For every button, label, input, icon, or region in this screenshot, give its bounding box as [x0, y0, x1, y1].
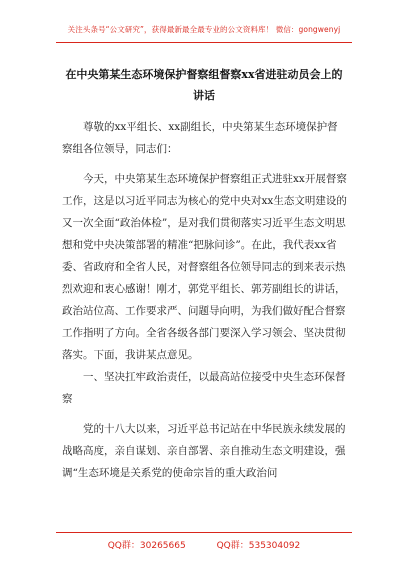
- body-paragraph: 党的十八大以来，习近平总书记站在中华民族永续发展的战略高度，亲自谋划、亲自部署、亲自推动生态文明建设，强调“生态环境是关系党的使命宗旨的重大政治问: [62, 423, 346, 479]
- section-heading: 一、坚决扛牢政治责任，以最高站位接受中央生态环保督察: [62, 371, 346, 405]
- salutation-paragraph: 尊敬的xx平组长、xx副组长，中央第某生态环境保护督察组各位领导，同志们：: [62, 121, 338, 155]
- body-paragraph: 今天，中央第某生态环境保护督察组正式进驻xx开展督察工作，这是以习近平同志为核心的党中央对xx生态文明建设的又一次全面“政治体检”，是对我们贯彻落实习近平生态文明思想和党中央决策部署的精准“把脉问诊”。在此，我代表xx省委、省政府和全省人民，对督察组各位领导同志的到来表示热烈欢迎和衷心感谢！刚才，郭党平组长、郭芳副组长的讲话，政治站位高、工作要求严、问题导向明，为我们做好配合督察工作指明了方向。全省各级各部门要深入学习领会、坚决贯彻落实。下面，我讲某点意见。: [62, 173, 347, 361]
- footer-qq-group-2: QQ群：535304092: [216, 541, 301, 551]
- footer-contacts: [0, 538, 408, 551]
- footer-divider: [56, 532, 352, 533]
- header-notice: 关注头条号“公文研究”，获得最新最全最专业的公文资料库！ 微信：gongwenyj: [67, 25, 341, 34]
- header-divider: [56, 42, 352, 43]
- document-title: 在中央第某生态环境保护督察组督察xx省进驻动员会上的讲话: [65, 68, 343, 102]
- footer-qq-group-1: QQ群：30265665: [107, 541, 186, 551]
